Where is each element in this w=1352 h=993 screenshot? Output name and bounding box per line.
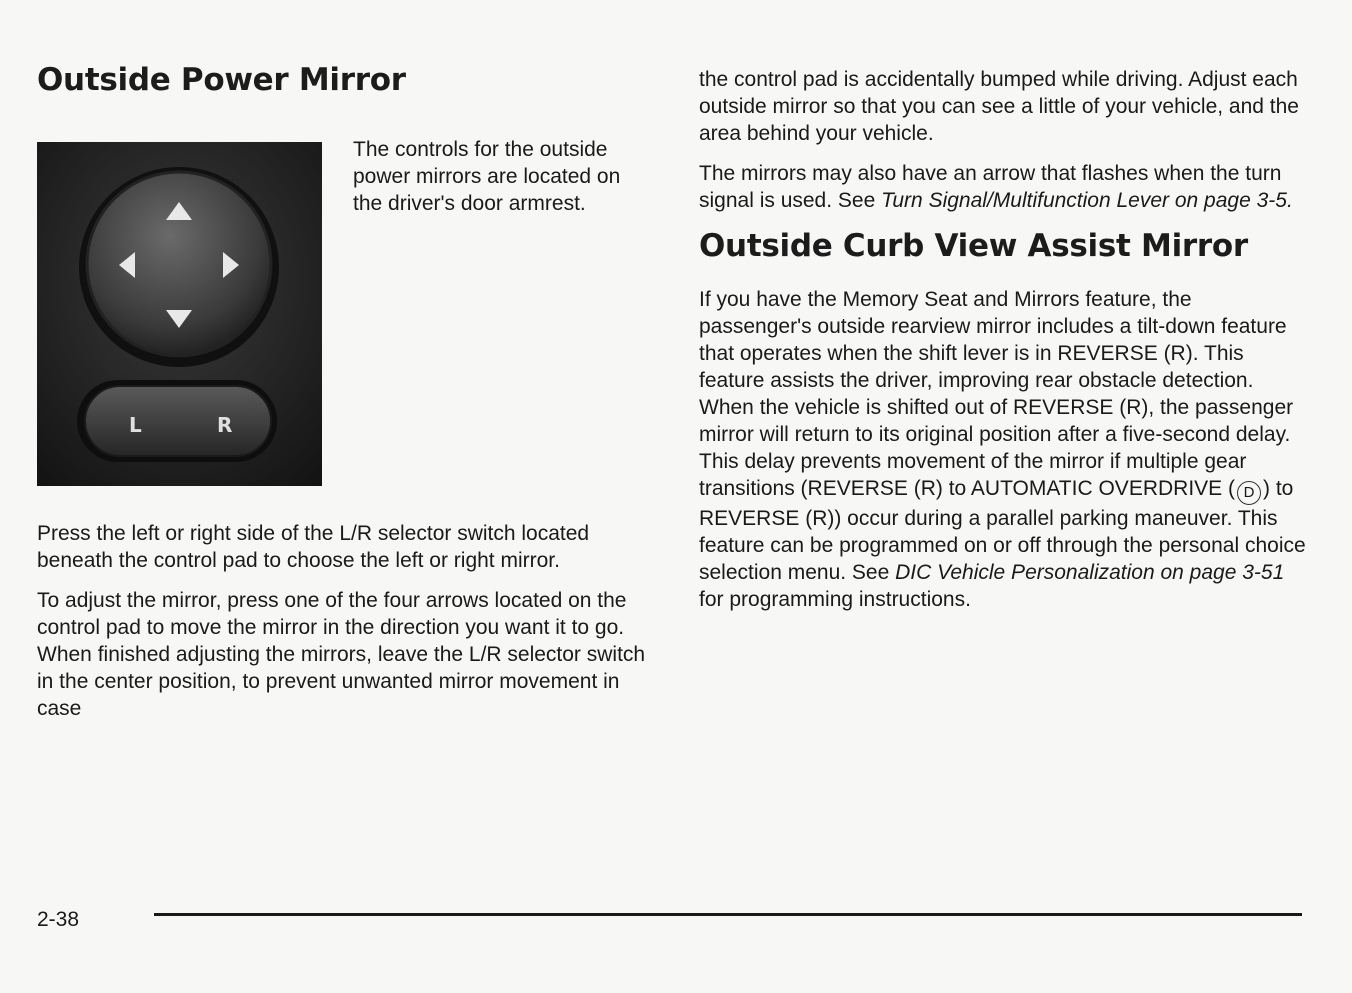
right-column xyxy=(699,66,1309,613)
dic-reference: DIC Vehicle Personalization on page 3-51 xyxy=(895,561,1285,584)
turn-signal-paragraph xyxy=(699,160,1309,214)
left-body xyxy=(37,520,647,722)
heading-curb-view-assist: Outside Curb View Assist Mirror xyxy=(699,228,1248,264)
overdrive-d-icon: D xyxy=(1237,481,1261,505)
right-top-text xyxy=(699,66,1309,214)
heading-outside-power-mirror: Outside Power Mirror xyxy=(37,62,406,98)
lr-selector-paragraph: Press the left or right side of the L/R selector switch located beneath the control pad to choose the left or right mirror. xyxy=(37,522,590,572)
photo-caption: The controls for the outside power mirrors are located on the driver's door armrest. xyxy=(353,138,621,215)
curb-view-text-c: for programming instructions. xyxy=(699,588,971,611)
left-column xyxy=(37,62,647,720)
curb-view-text-b: ) to REVERSE (R)) occur during a parallel parking maneuver. This feature can be programmed on or off through the personal choice selection menu. See xyxy=(699,477,1306,584)
lr-switch-right-label: R xyxy=(217,413,233,437)
page-number: 2-38 xyxy=(37,908,80,931)
curb-view-text-a: If you have the Memory Seat and Mirrors feature, the passenger's outside rearview mirror includes a tilt-down feature that operates when the shift lever is in REVERSE (R). This feature assists the driver, improving rear obstacle detection. When the vehicle is shifted out of REVERSE (R), the passenger mirror will return to its original position after a five-second delay. This delay prevents movement of the mirror if multiple gear transitions (REVERSE (R) to AUTOMATIC OVERDRIVE ( xyxy=(699,288,1294,500)
turn-signal-text: The mirrors may also have an arrow that flashes when the turn signal is used. See xyxy=(699,162,1282,212)
lr-switch-left-label: L xyxy=(129,413,142,437)
adjust-mirror-paragraph: To adjust the mirror, press one of the four arrows located on the control pad to move the mirror in the direction you want it to go. When finished adjusting the mirrors, leave the L/R selector switch in the center position, to prevent unwanted mirror movement in case xyxy=(37,589,646,720)
mirror-control-pad-illustration xyxy=(37,142,322,486)
curb-view-paragraph xyxy=(699,286,1309,613)
continued-paragraph: the control pad is accidentally bumped while driving. Adjust each outside mirror so that you can see a little of your vehicle, and the area behind your vehicle. xyxy=(699,68,1299,145)
footer-rule xyxy=(154,913,1302,916)
mirror-control-photo xyxy=(37,142,322,486)
turn-signal-reference: Turn Signal/Multifunction Lever on page 3-5. xyxy=(881,189,1293,212)
